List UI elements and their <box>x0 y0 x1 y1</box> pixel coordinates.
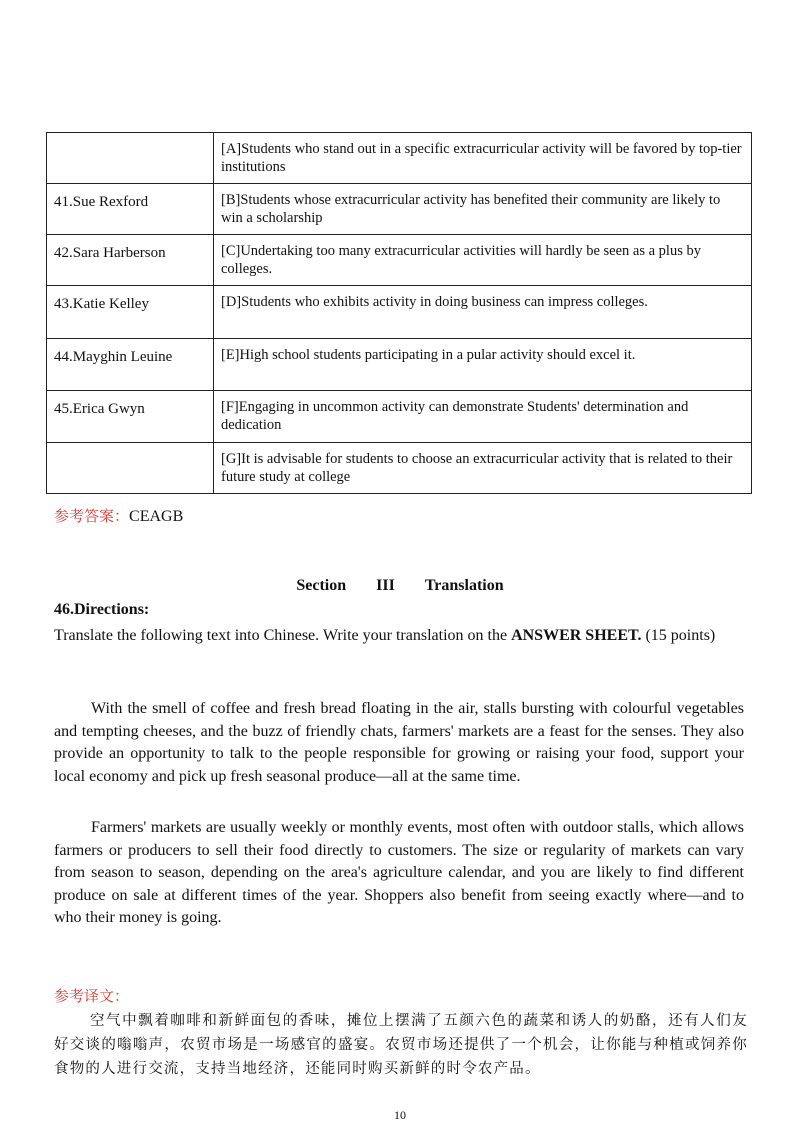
section-number: III <box>376 577 395 594</box>
person-name-cell: 43.Katie Kelley <box>47 286 214 339</box>
table-row <box>47 184 752 235</box>
section-name: Translation <box>424 577 504 594</box>
reference-answer <box>54 505 183 526</box>
answer-value: CEAGB <box>129 508 184 525</box>
table-row <box>47 443 752 494</box>
person-name-cell: 44.Mayghin Leuine <box>47 339 214 391</box>
directions-text-before: Translate the following text into Chinese. Write your translation on the <box>54 627 512 644</box>
table-row <box>47 286 752 339</box>
passage-paragraph-1: With the smell of coffee and fresh bread floating in the air, stalls bursting with colourful vegetables and tempting cheeses, and the buzz of friendly chats, farmers' markets are a feast for the senses. They also provide an opportunity to talk to the people responsible for growing or raising your food, support your local economy and pick up fresh seasonal produce—all at the same time. <box>54 700 744 785</box>
statement-cell: [G]It is advisable for students to choose an extracurricular activity that is related to their future study at college <box>214 443 752 494</box>
statement-cell: [D]Students who exhibits activity in doing business can impress colleges. <box>214 286 752 339</box>
table-row <box>47 339 752 391</box>
statement-cell: [C]Undertaking too many extracurricular activities will hardly be seen as a plus by colleges. <box>214 235 752 286</box>
answer-label: 参考答案： <box>54 507 130 525</box>
person-name-cell <box>47 133 214 184</box>
directions-heading: 46.Directions: <box>54 601 150 618</box>
table-row <box>47 391 752 443</box>
matching-table <box>46 132 752 494</box>
directions-text-after: (15 points) <box>641 627 716 644</box>
statement-cell: [F]Engaging in uncommon activity can demonstrate Students' determination and dedication <box>214 391 752 443</box>
person-name-cell <box>47 443 214 494</box>
table-row <box>47 133 752 184</box>
section-word: Section <box>296 577 347 594</box>
statement-cell: [E]High school students participating in a pular activity should excel it. <box>214 339 752 391</box>
table-row <box>47 235 752 286</box>
directions-text <box>54 625 747 647</box>
person-name-cell: 42.Sara Harberson <box>47 235 214 286</box>
person-name-cell: 45.Erica Gwyn <box>47 391 214 443</box>
statement-cell: [B]Students whose extracurricular activity has benefited their community are likely to win a scholarship <box>214 184 752 235</box>
passage-paragraph-2: Farmers' markets are usually weekly or monthly events, most often with outdoor stalls, which allows farmers or producers to sell their food directly to customers. The size or regularity of markets can vary from season to season, depending on the area's agriculture calendar, and you are likely to find different produce on sale at different times of the year. Shoppers also benefit from seeing exactly where—and to who their money is going. <box>54 819 744 926</box>
page-number: 10 <box>394 1108 406 1122</box>
statement-cell: [A]Students who stand out in a specific extracurricular activity will be favored by top-tier institutions <box>214 133 752 184</box>
translation-label: 参考译文： <box>54 987 130 1005</box>
person-name-cell: 41.Sue Rexford <box>47 184 214 235</box>
section-title <box>0 577 800 595</box>
translation-text: 空气中飘着咖啡和新鲜面包的香味，摊位上摆满了五颜六色的蔬菜和诱人的奶酪，还有人们友好交谈的嗡嗡声，农贸市场是一场感官的盛宴。农贸市场还提供了一个机会，让你能与种植或饲养你食物的人进行交流，支持当地经济，还能同时购买新鲜的时令农产品。 <box>54 1013 748 1077</box>
answer-sheet-emphasis: ANSWER SHEET. <box>511 627 642 644</box>
